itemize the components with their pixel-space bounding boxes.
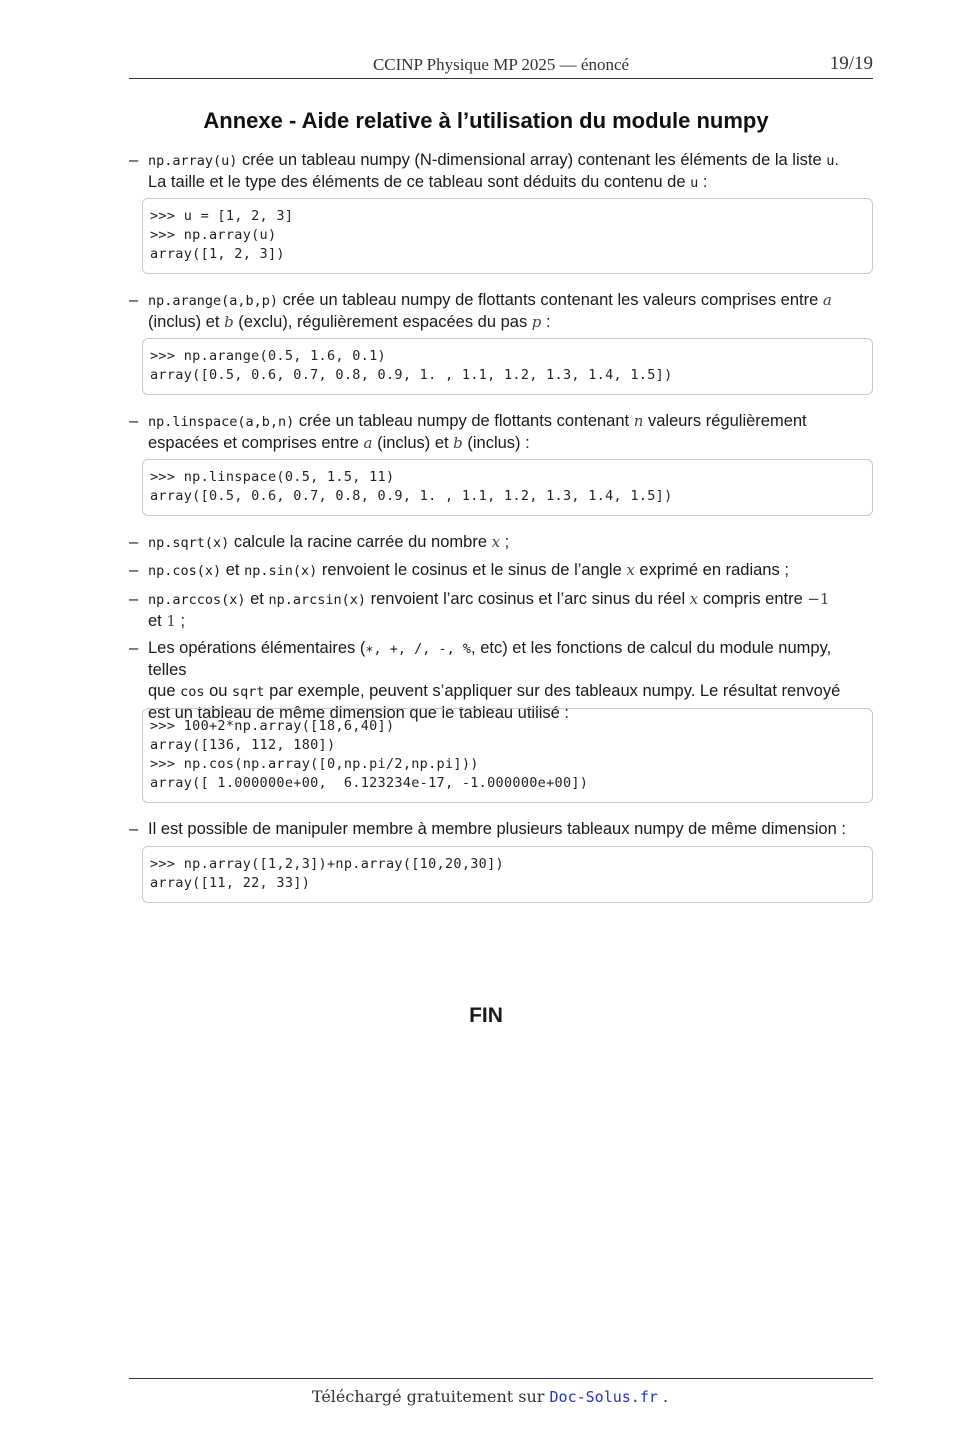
math-value: 1 <box>166 612 176 630</box>
item-text: est un tableau de même dimension que le tableau utilisé : <box>148 704 570 722</box>
item-text: ; <box>175 612 186 630</box>
item-text: (inclus) : <box>462 434 530 452</box>
footer-text: . <box>657 1387 669 1406</box>
inline-code: np.array(u) <box>148 153 238 169</box>
code-block <box>142 846 873 903</box>
item-text: Il est possible de manipuler membre à membre plusieurs tableaux numpy de même dimension : <box>148 820 846 838</box>
inline-code: np.sin(x) <box>244 563 318 579</box>
math-var: b <box>224 313 234 331</box>
footer <box>0 1387 980 1406</box>
code-block <box>142 198 873 274</box>
annex-title: Annexe - Aide relative à l’utilisation du module numpy <box>203 108 769 133</box>
item-text: . <box>834 151 839 169</box>
list-item-np-arange <box>129 290 873 333</box>
page-number: 19/19 <box>829 53 873 74</box>
inline-code: u <box>690 175 699 191</box>
code-line: >>> np.arange(0.5, 1.6, 0.1) <box>150 348 386 364</box>
math-var: a <box>363 434 373 452</box>
math-var: p <box>531 313 542 331</box>
inline-code: np.linspace(a,b,n) <box>148 414 295 430</box>
code-line: >>> np.array([1,2,3])+np.array([10,20,30]) <box>150 856 504 872</box>
inline-code: cos <box>180 684 205 700</box>
math-var: n <box>633 412 644 430</box>
list-dash: – <box>129 820 139 838</box>
item-text: ou <box>204 682 233 700</box>
item-text: ; <box>500 533 510 551</box>
code-line: array([0.5, 0.6, 0.7, 0.8, 0.9, 1. , 1.1, 1.2, 1.3, 1.4, 1.5]) <box>150 367 673 383</box>
footer-divider <box>129 1378 873 1379</box>
code-block <box>142 338 873 395</box>
item-text: crée un tableau numpy de flottants contenant <box>294 412 634 430</box>
inline-code: np.arcsin(x) <box>268 592 367 608</box>
item-text: et <box>221 561 245 579</box>
inline-code: np.arange(a,b,p) <box>148 293 279 309</box>
code-line: array([ 1.000000e+00, 6.123234e-17, -1.000000e+00]) <box>150 775 589 791</box>
item-text: La taille et le type des éléments de ce tableau sont déduits du contenu de <box>148 173 691 191</box>
list-item-np-array <box>129 150 873 194</box>
code-line: array([1, 2, 3]) <box>150 246 285 262</box>
item-text: crée un tableau numpy (N-dimensional array) contenant les éléments de la liste <box>237 151 827 169</box>
math-value: −1 <box>807 590 830 608</box>
item-text: renvoient le cosinus et le sinus de l’angle <box>317 561 627 579</box>
item-text: compris entre <box>698 590 808 608</box>
inline-code: np.arccos(x) <box>148 592 246 608</box>
list-item-element-wise <box>129 819 873 840</box>
math-var: x <box>491 533 501 551</box>
list-item-np-cos-sin <box>129 560 873 582</box>
item-text: exprimé en radians ; <box>634 561 789 579</box>
item-text: : <box>698 173 708 191</box>
item-text: que <box>148 682 181 700</box>
item-text: : <box>541 313 551 331</box>
inline-code: u <box>826 153 835 169</box>
item-text: et <box>245 590 269 608</box>
list-dash: – <box>129 412 139 430</box>
footer-text: Téléchargé gratuitement sur <box>311 1387 550 1406</box>
operators-text: ∗, +, /, -, % <box>365 641 472 657</box>
list-dash: – <box>129 561 139 579</box>
list-item-np-arccos-arcsin <box>129 589 873 632</box>
list-item-np-sqrt <box>129 532 873 554</box>
item-text: (inclus) et <box>372 434 454 452</box>
page-header <box>129 52 873 79</box>
end-marker: FIN <box>469 1004 503 1027</box>
math-var: x <box>689 590 699 608</box>
code-block <box>142 708 873 803</box>
item-text: par exemple, peuvent s’appliquer sur des tableaux numpy. Le résultat renvoyé <box>264 682 841 700</box>
code-line: array([136, 112, 180]) <box>150 737 336 753</box>
list-dash: – <box>129 590 139 608</box>
inline-code: sqrt <box>232 684 265 700</box>
item-text: espacées et comprises entre <box>148 434 364 452</box>
code-line: >>> np.linspace(0.5, 1.5, 11) <box>150 469 395 485</box>
item-text: (inclus) et <box>148 313 225 331</box>
footer-link[interactable]: Doc-Solus.fr <box>549 1388 658 1406</box>
code-line: array([11, 22, 33]) <box>150 875 311 891</box>
code-line: >>> np.cos(np.array([0,np.pi/2,np.pi])) <box>150 756 479 772</box>
item-text: crée un tableau numpy de flottants contenant les valeurs comprises entre <box>278 291 823 309</box>
list-dash: – <box>129 533 139 551</box>
item-text: , etc) et les fonctions de calcul du module numpy, telles <box>148 639 832 679</box>
item-text: renvoient l’arc cosinus et l’arc sinus du réel <box>366 590 690 608</box>
code-line: >>> np.array(u) <box>150 227 277 243</box>
item-text: et <box>148 612 167 630</box>
code-line: array([0.5, 0.6, 0.7, 0.8, 0.9, 1. , 1.1, 1.2, 1.3, 1.4, 1.5]) <box>150 488 673 504</box>
math-var: b <box>453 434 463 452</box>
item-text: Les opérations élémentaires ( <box>148 639 366 657</box>
math-var: a <box>822 291 832 309</box>
item-text: calcule la racine carrée du nombre <box>229 533 492 551</box>
list-dash: – <box>129 151 139 169</box>
item-text: (exclu), régulièrement espacées du pas <box>233 313 532 331</box>
header-title: CCINP Physique MP 2025 — énoncé <box>372 55 630 74</box>
item-text: valeurs régulièrement <box>643 412 807 430</box>
code-line: >>> u = [1, 2, 3] <box>150 208 294 224</box>
list-item-np-linspace <box>129 411 873 454</box>
math-var: x <box>626 561 635 579</box>
list-dash: – <box>129 291 139 309</box>
inline-code: np.cos(x) <box>148 563 222 579</box>
inline-code: np.sqrt(x) <box>148 535 230 551</box>
code-block <box>142 459 873 516</box>
code-line: >>> 100+2*np.array([18,6,40]) <box>150 718 395 734</box>
list-dash: – <box>129 639 139 657</box>
